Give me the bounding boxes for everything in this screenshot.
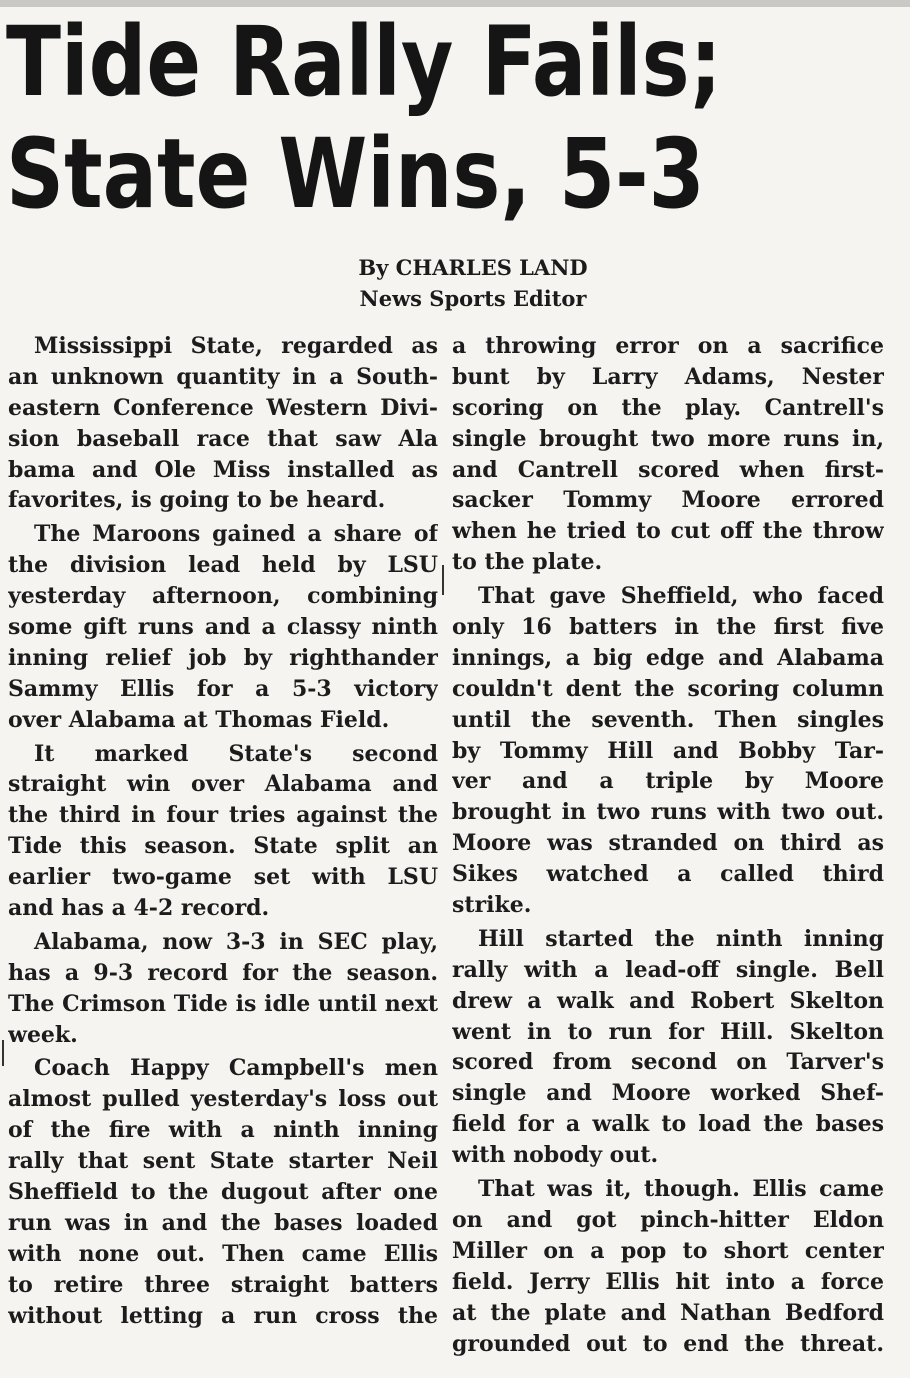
article-line: over Alabama at Thomas Field. (8, 706, 390, 733)
article-line: to retire three straight batters (8, 1271, 438, 1298)
article-line: almost pulled yesterday's loss out (8, 1086, 438, 1113)
article-line: field. Jerry Ellis hit into a force (452, 1268, 884, 1295)
article-line: couldn't dent the scoring column (452, 675, 884, 702)
article-line: drew a walk and Robert Skelton (452, 987, 884, 1014)
article-line: earlier two-game set with LSU (8, 864, 438, 891)
article-line: field for a walk to load the bases (452, 1111, 884, 1138)
article-line: scored from second on Tarver's (452, 1049, 884, 1076)
article-line: Moore was stranded on third as (452, 830, 884, 857)
article-line: some gift runs and a classy ninth (8, 614, 438, 641)
article-line: an unknown quantity in a South- (8, 363, 438, 390)
column-rule-mark (442, 565, 444, 595)
article-line: That gave Sheffield, who faced (478, 583, 884, 610)
article-line: strike. (452, 892, 532, 919)
article-line: sacker Tommy Moore errored (452, 487, 884, 514)
article-line: Sheffield to the dugout after one (8, 1179, 438, 1206)
article-line: when he tried to cut off the throw (452, 518, 884, 545)
margin-rule-mark (2, 1040, 4, 1066)
headline-line-2: State Wins, 5-3 (6, 118, 705, 230)
article-line: rally with a lead-off single. Bell (452, 956, 884, 983)
article-line: run was in and the bases loaded (8, 1209, 438, 1236)
article-line: innings, a big edge and Alabama (452, 644, 884, 671)
article-line: of the fire with a ninth inning (8, 1117, 438, 1144)
article-line: Mississippi State, regarded as (34, 333, 438, 359)
article-line: eastern Conference Western Divi- (8, 394, 438, 421)
article-line: Tide this season. State split an (8, 833, 438, 860)
article-line: a throwing error on a sacrifice (452, 333, 884, 359)
article-line: bama and Ole Miss installed as (8, 456, 438, 483)
headline-line-1: Tide Rally Fails; (6, 6, 722, 118)
article-line: The Crimson Tide is idle until next (8, 990, 438, 1017)
article-line: Hill started the ninth inning (478, 925, 884, 952)
article-line: It marked State's second (34, 740, 438, 767)
article-line: the division lead held by LSU (8, 552, 438, 579)
article-line: favorites, is going to be heard. (8, 487, 386, 514)
article-line: only 16 batters in the first five (452, 614, 884, 641)
article-line: the third in four tries against the (8, 802, 438, 829)
article-line: and has a 4-2 record. (8, 895, 270, 922)
article-line: bunt by Larry Adams, Nester (452, 363, 884, 390)
article-line: scoring on the play. Cantrell's (452, 394, 884, 421)
article-line: Coach Happy Campbell's men (34, 1055, 438, 1082)
article-line: The Maroons gained a share of (34, 521, 438, 548)
article-line: to the plate. (452, 549, 603, 576)
article-line: inning relief job by righthander (8, 644, 438, 671)
article-line: straight win over Alabama and (8, 771, 438, 798)
byline (0, 252, 910, 314)
article-line: yesterday afternoon, combining (8, 583, 438, 610)
byline-author: By CHARLES LAND (358, 255, 588, 280)
headline (6, 6, 762, 230)
article-line: grounded out to end the threat. (452, 1330, 884, 1357)
article-line: Miller on a pop to short center (452, 1237, 884, 1264)
article-line: has a 9-3 record for the season. (8, 959, 438, 986)
byline-title: News Sports Editor (359, 286, 587, 311)
article-line: by Tommy Hill and Bobby Tar- (452, 737, 884, 764)
article-line: Alabama, now 3-3 in SEC play, (34, 928, 438, 955)
article-line: single and Moore worked Shef- (452, 1080, 884, 1107)
article-line: with none out. Then came Ellis (8, 1240, 438, 1267)
article-line: ver and a triple by Moore (452, 768, 884, 795)
article-line: on and got pinch-hitter Eldon (452, 1206, 884, 1233)
article-line: rally that sent State starter Neil (8, 1148, 438, 1175)
article-line: and Cantrell scored when first- (452, 456, 884, 483)
article-column-2 (452, 331, 884, 1359)
article-line: Sammy Ellis for a 5-3 victory (8, 675, 438, 702)
article-line: brought in two runs with two out. (452, 799, 884, 826)
article-line: until the seventh. Then singles (452, 706, 884, 733)
article-line: Sikes watched a called third (452, 861, 884, 888)
article-column-1 (8, 331, 438, 1332)
article-line: with nobody out. (452, 1142, 659, 1169)
article-line: single brought two more runs in, (452, 425, 884, 452)
article-line: That was it, though. Ellis came (478, 1176, 884, 1203)
article-line: sion baseball race that saw Ala (8, 425, 438, 452)
article-line: without letting a run cross the (8, 1302, 438, 1329)
article-line: went in to run for Hill. Skelton (452, 1018, 884, 1045)
article-line: week. (8, 1021, 78, 1048)
article-line: at the plate and Nathan Bedford (452, 1299, 884, 1326)
